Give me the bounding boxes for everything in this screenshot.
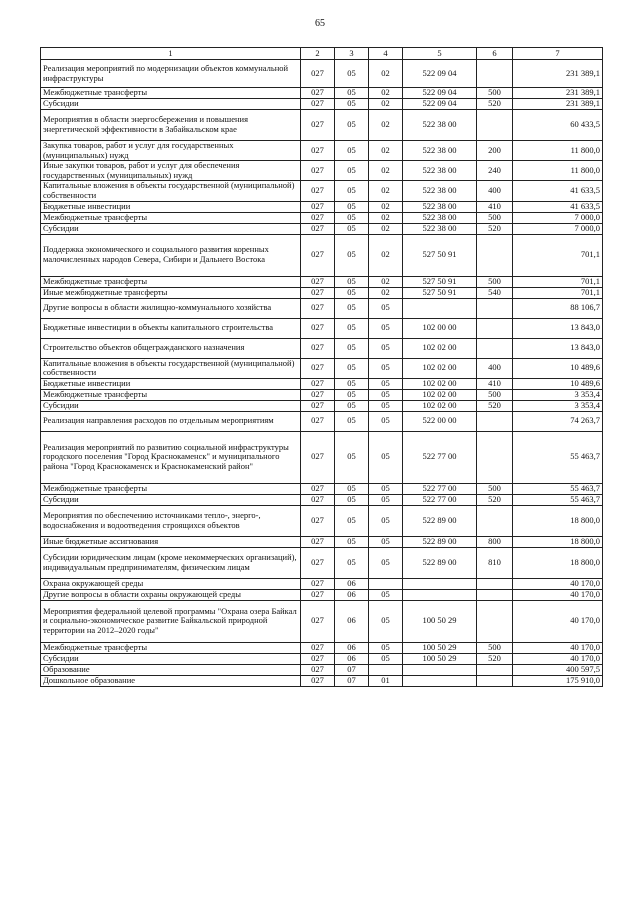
cell-amount: 40 170,0 bbox=[513, 600, 603, 642]
cell-expense-type bbox=[477, 338, 513, 358]
cell-target-code: 522 38 00 bbox=[403, 181, 477, 201]
cell-target-code: 100 50 29 bbox=[403, 600, 477, 642]
cell-name: Мероприятия по обеспечению источниками тепло-, энерго-, водоснабжения и водоотведения строящихся объектов bbox=[41, 505, 301, 536]
table-row bbox=[41, 389, 603, 400]
table-row bbox=[41, 88, 603, 99]
cell-amount: 175 910,0 bbox=[513, 675, 603, 686]
cell-subsection: 02 bbox=[369, 88, 403, 99]
cell-subsection: 05 bbox=[369, 494, 403, 505]
table-row bbox=[41, 161, 603, 181]
column-header: 5 bbox=[403, 48, 477, 60]
cell-target-code: 102 02 00 bbox=[403, 358, 477, 378]
cell-target-code: 522 89 00 bbox=[403, 505, 477, 536]
table-row bbox=[41, 201, 603, 212]
cell-expense-type: 540 bbox=[477, 287, 513, 298]
cell-section: 05 bbox=[335, 389, 369, 400]
cell-expense-type bbox=[477, 505, 513, 536]
table-row bbox=[41, 505, 603, 536]
cell-target-code: 100 50 29 bbox=[403, 642, 477, 653]
cell-name: Капитальные вложения в объекты государственной (муниципальной) собственности bbox=[41, 181, 301, 201]
cell-amount: 3 353,4 bbox=[513, 389, 603, 400]
cell-expense-type bbox=[477, 578, 513, 589]
cell-subsection: 01 bbox=[369, 675, 403, 686]
cell-section: 05 bbox=[335, 431, 369, 483]
table-row bbox=[41, 287, 603, 298]
cell-expense-type bbox=[477, 110, 513, 141]
cell-amount: 400 597,5 bbox=[513, 664, 603, 675]
column-header: 7 bbox=[513, 48, 603, 60]
cell-section: 05 bbox=[335, 88, 369, 99]
cell-section: 05 bbox=[335, 161, 369, 181]
cell-subsection: 05 bbox=[369, 547, 403, 578]
cell-subsection: 02 bbox=[369, 99, 403, 110]
cell-target-code: 527 50 91 bbox=[403, 234, 477, 276]
cell-subsection: 05 bbox=[369, 298, 403, 318]
cell-subsection: 05 bbox=[369, 411, 403, 431]
cell-amount: 701,1 bbox=[513, 287, 603, 298]
cell-section: 07 bbox=[335, 675, 369, 686]
column-header: 2 bbox=[301, 48, 335, 60]
cell-admin-code: 027 bbox=[301, 483, 335, 494]
cell-expense-type: 500 bbox=[477, 483, 513, 494]
cell-subsection: 05 bbox=[369, 431, 403, 483]
cell-expense-type bbox=[477, 675, 513, 686]
cell-admin-code: 027 bbox=[301, 653, 335, 664]
cell-amount: 231 389,1 bbox=[513, 60, 603, 88]
cell-name: Другие вопросы в области охраны окружающей среды bbox=[41, 589, 301, 600]
cell-target-code: 102 02 00 bbox=[403, 338, 477, 358]
table-row bbox=[41, 547, 603, 578]
cell-name: Бюджетные инвестиции bbox=[41, 201, 301, 212]
cell-name: Иные закупки товаров, работ и услуг для обеспечения государственных (муниципальных) нужд bbox=[41, 161, 301, 181]
cell-section: 06 bbox=[335, 600, 369, 642]
cell-amount: 7 000,0 bbox=[513, 212, 603, 223]
cell-admin-code: 027 bbox=[301, 411, 335, 431]
cell-subsection: 05 bbox=[369, 536, 403, 547]
cell-name: Капитальные вложения в объекты государственной (муниципальной) собственности bbox=[41, 358, 301, 378]
cell-expense-type bbox=[477, 589, 513, 600]
cell-subsection bbox=[369, 578, 403, 589]
cell-admin-code: 027 bbox=[301, 110, 335, 141]
cell-amount: 10 489,6 bbox=[513, 378, 603, 389]
cell-section: 05 bbox=[335, 536, 369, 547]
cell-section: 05 bbox=[335, 378, 369, 389]
cell-target-code: 522 38 00 bbox=[403, 141, 477, 161]
cell-target-code bbox=[403, 298, 477, 318]
table-row bbox=[41, 653, 603, 664]
cell-name: Реализация мероприятий по развитию социальной инфраструктуры городского поселения "Город Краснокаменск" и муниципального района "Город Краснокаменск и Краснокаменский район" bbox=[41, 431, 301, 483]
cell-subsection: 02 bbox=[369, 223, 403, 234]
cell-amount: 41 633,5 bbox=[513, 181, 603, 201]
cell-subsection: 05 bbox=[369, 318, 403, 338]
cell-section: 05 bbox=[335, 483, 369, 494]
cell-section: 05 bbox=[335, 411, 369, 431]
cell-amount: 74 263,7 bbox=[513, 411, 603, 431]
cell-amount: 18 800,0 bbox=[513, 536, 603, 547]
cell-target-code: 522 38 00 bbox=[403, 212, 477, 223]
table-row bbox=[41, 664, 603, 675]
cell-target-code: 100 50 29 bbox=[403, 653, 477, 664]
cell-admin-code: 027 bbox=[301, 494, 335, 505]
cell-name: Образование bbox=[41, 664, 301, 675]
cell-target-code: 522 38 00 bbox=[403, 201, 477, 212]
cell-amount: 13 843,0 bbox=[513, 338, 603, 358]
cell-name: Поддержка экономического и социального развития коренных малочисленных народов Севера, Сибири и Дальнего Востока bbox=[41, 234, 301, 276]
cell-target-code: 522 09 04 bbox=[403, 60, 477, 88]
cell-target-code bbox=[403, 664, 477, 675]
cell-admin-code: 027 bbox=[301, 234, 335, 276]
cell-amount: 55 463,7 bbox=[513, 483, 603, 494]
cell-section: 05 bbox=[335, 276, 369, 287]
cell-subsection: 05 bbox=[369, 642, 403, 653]
cell-expense-type bbox=[477, 298, 513, 318]
table-row bbox=[41, 578, 603, 589]
cell-admin-code: 027 bbox=[301, 223, 335, 234]
cell-admin-code: 027 bbox=[301, 88, 335, 99]
cell-admin-code: 027 bbox=[301, 298, 335, 318]
cell-name: Иные межбюджетные трансферты bbox=[41, 287, 301, 298]
cell-subsection: 02 bbox=[369, 234, 403, 276]
cell-name: Иные бюджетные ассигнования bbox=[41, 536, 301, 547]
cell-section: 06 bbox=[335, 589, 369, 600]
cell-amount: 40 170,0 bbox=[513, 578, 603, 589]
cell-expense-type bbox=[477, 431, 513, 483]
cell-amount: 7 000,0 bbox=[513, 223, 603, 234]
cell-subsection: 05 bbox=[369, 400, 403, 411]
cell-target-code: 527 50 91 bbox=[403, 276, 477, 287]
cell-section: 05 bbox=[335, 318, 369, 338]
cell-section: 05 bbox=[335, 547, 369, 578]
table-row bbox=[41, 110, 603, 141]
cell-section: 06 bbox=[335, 642, 369, 653]
cell-admin-code: 027 bbox=[301, 378, 335, 389]
cell-name: Субсидии bbox=[41, 223, 301, 234]
cell-section: 06 bbox=[335, 653, 369, 664]
cell-expense-type: 520 bbox=[477, 653, 513, 664]
cell-admin-code: 027 bbox=[301, 547, 335, 578]
cell-section: 05 bbox=[335, 287, 369, 298]
cell-admin-code: 027 bbox=[301, 675, 335, 686]
cell-amount: 701,1 bbox=[513, 234, 603, 276]
cell-admin-code: 027 bbox=[301, 181, 335, 201]
cell-admin-code: 027 bbox=[301, 536, 335, 547]
table-row bbox=[41, 318, 603, 338]
cell-section: 05 bbox=[335, 234, 369, 276]
table-row bbox=[41, 431, 603, 483]
cell-admin-code: 027 bbox=[301, 664, 335, 675]
cell-amount: 13 843,0 bbox=[513, 318, 603, 338]
cell-admin-code: 027 bbox=[301, 389, 335, 400]
cell-target-code: 522 89 00 bbox=[403, 536, 477, 547]
cell-expense-type: 500 bbox=[477, 642, 513, 653]
cell-expense-type bbox=[477, 411, 513, 431]
cell-amount: 11 800,0 bbox=[513, 141, 603, 161]
cell-admin-code: 027 bbox=[301, 161, 335, 181]
table-row bbox=[41, 212, 603, 223]
table-row bbox=[41, 400, 603, 411]
cell-admin-code: 027 bbox=[301, 338, 335, 358]
cell-expense-type: 800 bbox=[477, 536, 513, 547]
cell-amount: 231 389,1 bbox=[513, 88, 603, 99]
column-header: 1 bbox=[41, 48, 301, 60]
cell-amount: 701,1 bbox=[513, 276, 603, 287]
table-row bbox=[41, 378, 603, 389]
table-row bbox=[41, 234, 603, 276]
cell-target-code: 522 89 00 bbox=[403, 547, 477, 578]
cell-target-code: 522 38 00 bbox=[403, 161, 477, 181]
cell-amount: 55 463,7 bbox=[513, 431, 603, 483]
cell-name: Межбюджетные трансферты bbox=[41, 642, 301, 653]
cell-section: 05 bbox=[335, 298, 369, 318]
cell-expense-type: 500 bbox=[477, 212, 513, 223]
cell-admin-code: 027 bbox=[301, 287, 335, 298]
cell-admin-code: 027 bbox=[301, 141, 335, 161]
cell-section: 05 bbox=[335, 358, 369, 378]
cell-section: 06 bbox=[335, 578, 369, 589]
cell-target-code: 522 09 04 bbox=[403, 99, 477, 110]
cell-expense-type: 810 bbox=[477, 547, 513, 578]
cell-name: Охрана окружающей среды bbox=[41, 578, 301, 589]
cell-subsection: 02 bbox=[369, 141, 403, 161]
cell-subsection: 05 bbox=[369, 483, 403, 494]
cell-section: 05 bbox=[335, 201, 369, 212]
cell-amount: 40 170,0 bbox=[513, 653, 603, 664]
cell-target-code: 102 02 00 bbox=[403, 378, 477, 389]
cell-subsection: 02 bbox=[369, 110, 403, 141]
cell-amount: 55 463,7 bbox=[513, 494, 603, 505]
cell-amount: 10 489,6 bbox=[513, 358, 603, 378]
cell-section: 05 bbox=[335, 212, 369, 223]
cell-expense-type: 240 bbox=[477, 161, 513, 181]
table-row bbox=[41, 536, 603, 547]
cell-subsection: 02 bbox=[369, 60, 403, 88]
cell-admin-code: 027 bbox=[301, 400, 335, 411]
cell-expense-type: 500 bbox=[477, 88, 513, 99]
page-number: 65 bbox=[315, 18, 325, 29]
cell-name: Межбюджетные трансферты bbox=[41, 212, 301, 223]
table-row bbox=[41, 642, 603, 653]
cell-subsection: 05 bbox=[369, 389, 403, 400]
cell-subsection: 05 bbox=[369, 505, 403, 536]
table-row bbox=[41, 141, 603, 161]
cell-target-code: 522 77 00 bbox=[403, 483, 477, 494]
cell-name: Реализация мероприятий по модернизации объектов коммунальной инфраструктуры bbox=[41, 60, 301, 88]
cell-name: Мероприятия в области энергосбережения и повышения энергетической эффективности в Забайкальском крае bbox=[41, 110, 301, 141]
cell-section: 05 bbox=[335, 110, 369, 141]
cell-target-code: 102 00 00 bbox=[403, 318, 477, 338]
cell-target-code: 522 00 00 bbox=[403, 411, 477, 431]
cell-section: 07 bbox=[335, 664, 369, 675]
cell-name: Субсидии bbox=[41, 494, 301, 505]
cell-admin-code: 027 bbox=[301, 318, 335, 338]
table-row bbox=[41, 298, 603, 318]
column-header: 3 bbox=[335, 48, 369, 60]
cell-target-code: 522 77 00 bbox=[403, 494, 477, 505]
cell-expense-type bbox=[477, 600, 513, 642]
cell-expense-type: 520 bbox=[477, 223, 513, 234]
cell-subsection: 05 bbox=[369, 378, 403, 389]
cell-target-code: 522 38 00 bbox=[403, 223, 477, 234]
cell-target-code bbox=[403, 589, 477, 600]
table-row bbox=[41, 223, 603, 234]
cell-expense-type bbox=[477, 60, 513, 88]
cell-amount: 88 106,7 bbox=[513, 298, 603, 318]
cell-target-code: 522 77 00 bbox=[403, 431, 477, 483]
cell-subsection: 02 bbox=[369, 212, 403, 223]
cell-expense-type: 410 bbox=[477, 378, 513, 389]
cell-name: Бюджетные инвестиции bbox=[41, 378, 301, 389]
cell-subsection: 05 bbox=[369, 338, 403, 358]
cell-expense-type: 400 bbox=[477, 358, 513, 378]
cell-name: Мероприятия федеральной целевой программы "Охрана озера Байкал и социально-экономическое развитие Байкальской природной территории на 2012–2020 годы" bbox=[41, 600, 301, 642]
table-row bbox=[41, 589, 603, 600]
cell-admin-code: 027 bbox=[301, 578, 335, 589]
cell-target-code bbox=[403, 675, 477, 686]
cell-name: Межбюджетные трансферты bbox=[41, 276, 301, 287]
cell-name: Субсидии bbox=[41, 400, 301, 411]
cell-section: 05 bbox=[335, 400, 369, 411]
cell-amount: 41 633,5 bbox=[513, 201, 603, 212]
cell-subsection: 02 bbox=[369, 276, 403, 287]
cell-amount: 40 170,0 bbox=[513, 589, 603, 600]
table-row bbox=[41, 411, 603, 431]
cell-section: 05 bbox=[335, 60, 369, 88]
cell-name: Межбюджетные трансферты bbox=[41, 389, 301, 400]
cell-admin-code: 027 bbox=[301, 600, 335, 642]
cell-name: Дошкольное образование bbox=[41, 675, 301, 686]
cell-admin-code: 027 bbox=[301, 642, 335, 653]
cell-expense-type: 200 bbox=[477, 141, 513, 161]
table-row bbox=[41, 675, 603, 686]
cell-expense-type: 520 bbox=[477, 494, 513, 505]
table-row bbox=[41, 99, 603, 110]
table-header-row bbox=[41, 48, 603, 60]
cell-target-code: 522 38 00 bbox=[403, 110, 477, 141]
cell-subsection: 05 bbox=[369, 600, 403, 642]
cell-expense-type bbox=[477, 234, 513, 276]
table-row bbox=[41, 181, 603, 201]
cell-admin-code: 027 bbox=[301, 358, 335, 378]
cell-subsection: 02 bbox=[369, 161, 403, 181]
cell-name: Строительство объектов общегражданского назначения bbox=[41, 338, 301, 358]
cell-admin-code: 027 bbox=[301, 60, 335, 88]
cell-section: 05 bbox=[335, 141, 369, 161]
cell-name: Межбюджетные трансферты bbox=[41, 483, 301, 494]
cell-name: Другие вопросы в области жилищно-коммунального хозяйства bbox=[41, 298, 301, 318]
cell-name: Закупка товаров, работ и услуг для государственных (муниципальных) нужд bbox=[41, 141, 301, 161]
cell-amount: 231 389,1 bbox=[513, 99, 603, 110]
cell-admin-code: 027 bbox=[301, 99, 335, 110]
table-row bbox=[41, 494, 603, 505]
column-header: 4 bbox=[369, 48, 403, 60]
cell-expense-type: 410 bbox=[477, 201, 513, 212]
cell-section: 05 bbox=[335, 494, 369, 505]
cell-admin-code: 027 bbox=[301, 276, 335, 287]
table-row bbox=[41, 483, 603, 494]
cell-expense-type bbox=[477, 318, 513, 338]
cell-target-code: 102 02 00 bbox=[403, 389, 477, 400]
cell-name: Межбюджетные трансферты bbox=[41, 88, 301, 99]
cell-expense-type: 400 bbox=[477, 181, 513, 201]
cell-section: 05 bbox=[335, 181, 369, 201]
cell-amount: 3 353,4 bbox=[513, 400, 603, 411]
cell-section: 05 bbox=[335, 338, 369, 358]
cell-amount: 18 800,0 bbox=[513, 505, 603, 536]
cell-expense-type bbox=[477, 664, 513, 675]
table-row bbox=[41, 338, 603, 358]
table-row bbox=[41, 600, 603, 642]
cell-expense-type: 520 bbox=[477, 400, 513, 411]
cell-subsection: 05 bbox=[369, 358, 403, 378]
cell-expense-type: 500 bbox=[477, 389, 513, 400]
cell-subsection: 02 bbox=[369, 201, 403, 212]
cell-section: 05 bbox=[335, 223, 369, 234]
cell-admin-code: 027 bbox=[301, 589, 335, 600]
cell-subsection bbox=[369, 664, 403, 675]
table-row bbox=[41, 358, 603, 378]
cell-target-code: 527 50 91 bbox=[403, 287, 477, 298]
cell-name: Субсидии bbox=[41, 653, 301, 664]
cell-target-code: 522 09 04 bbox=[403, 88, 477, 99]
cell-subsection: 02 bbox=[369, 181, 403, 201]
cell-subsection: 05 bbox=[369, 653, 403, 664]
column-header: 6 bbox=[477, 48, 513, 60]
cell-subsection: 02 bbox=[369, 287, 403, 298]
cell-section: 05 bbox=[335, 505, 369, 536]
cell-admin-code: 027 bbox=[301, 505, 335, 536]
cell-admin-code: 027 bbox=[301, 212, 335, 223]
cell-expense-type: 520 bbox=[477, 99, 513, 110]
cell-amount: 60 433,5 bbox=[513, 110, 603, 141]
cell-amount: 18 800,0 bbox=[513, 547, 603, 578]
cell-name: Субсидии юридическим лицам (кроме некоммерческих организаций), индивидуальным предпринимателям, физическим лицам bbox=[41, 547, 301, 578]
budget-table bbox=[40, 47, 603, 687]
cell-subsection: 05 bbox=[369, 589, 403, 600]
cell-expense-type: 500 bbox=[477, 276, 513, 287]
cell-section: 05 bbox=[335, 99, 369, 110]
cell-name: Бюджетные инвестиции в объекты капитального строительства bbox=[41, 318, 301, 338]
cell-admin-code: 027 bbox=[301, 431, 335, 483]
cell-admin-code: 027 bbox=[301, 201, 335, 212]
table-row bbox=[41, 60, 603, 88]
cell-target-code: 102 02 00 bbox=[403, 400, 477, 411]
cell-amount: 11 800,0 bbox=[513, 161, 603, 181]
cell-target-code bbox=[403, 578, 477, 589]
cell-amount: 40 170,0 bbox=[513, 642, 603, 653]
cell-name: Субсидии bbox=[41, 99, 301, 110]
cell-name: Реализация направления расходов по отдельным мероприятиям bbox=[41, 411, 301, 431]
table-row bbox=[41, 276, 603, 287]
